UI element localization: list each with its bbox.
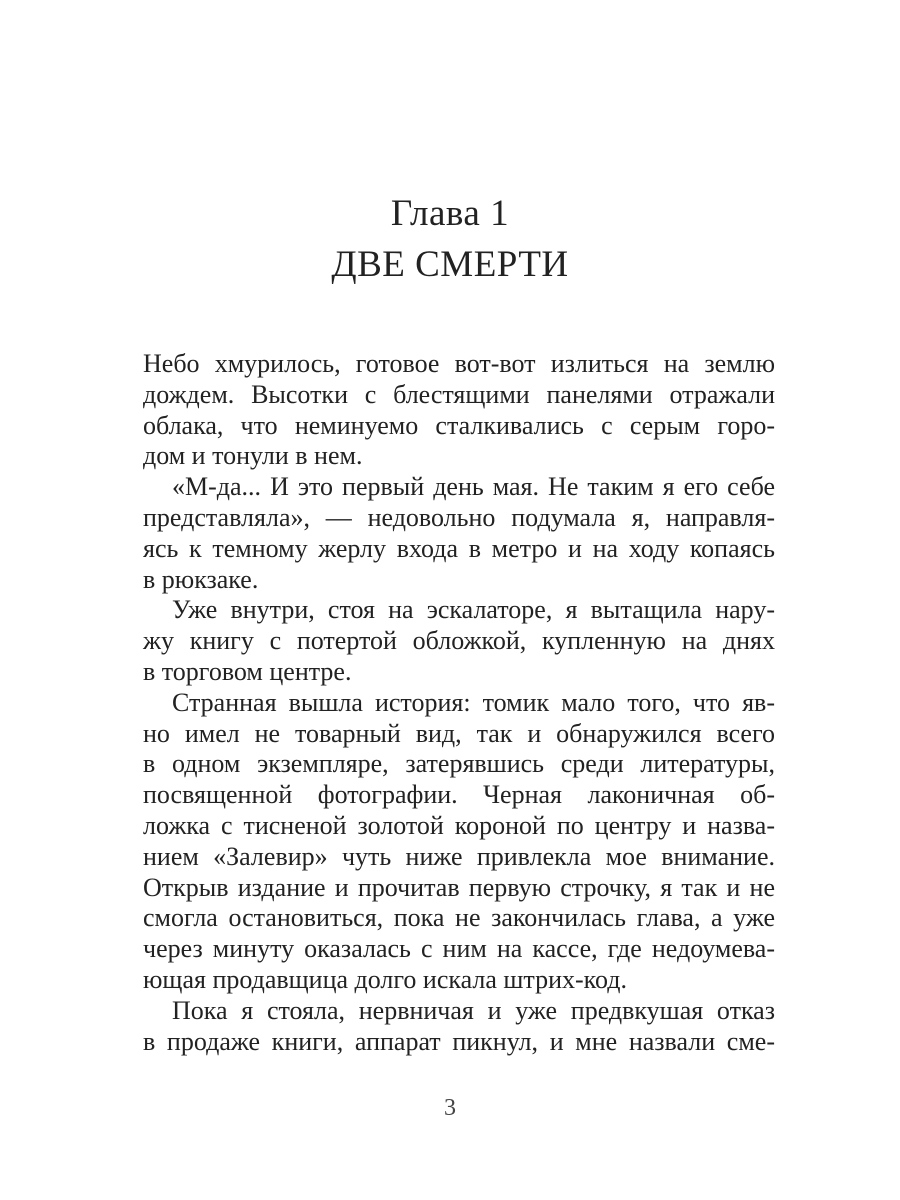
text-line: Странная вышла история: томик мало того, что яв- <box>172 687 775 717</box>
text-line: в продаже книги, аппарат пикнул, и мне назвали сме- <box>143 1026 775 1056</box>
text-line: но имел не товарный вид, так и обнаружился всего <box>143 718 775 748</box>
text-line: ясь к темному жерлу входа в метро и на ходу копаясь <box>143 533 775 563</box>
text-line: представляла», — недовольно подумала я, направля- <box>143 502 775 532</box>
text-line: ложка с тисненой золотой короной по центру и назва- <box>143 810 775 840</box>
text-line: дом и тонули в нем. <box>143 441 363 471</box>
text-line: Уже внутри, стоя на эскалаторе, я вытащила нару- <box>172 595 775 625</box>
text-line: в торговом центре. <box>143 656 352 686</box>
chapter-title: ДВЕ СМЕРТИ <box>331 244 569 285</box>
text-line: в одном экземпляре, затерявшись среди литературы, <box>143 749 775 779</box>
text-line: Пока я стояла, нервничая и уже предвкушая отказ <box>172 995 775 1025</box>
page-number: 3 <box>444 1095 456 1121</box>
text-line: через минуту оказалась с ним на кассе, где недоумева- <box>143 934 775 964</box>
text-line: посвященной фотографии. Черная лаконичная об- <box>143 780 775 810</box>
chapter-label: Глава 1 <box>390 193 510 234</box>
body-text <box>143 349 775 1057</box>
text-line: в рюкзаке. <box>143 564 259 594</box>
text-line: облака, что неминуемо сталкивались с серым горо- <box>143 410 775 440</box>
text-line: нием «Залевир» чуть ниже привлекла мое внимание. <box>143 841 775 871</box>
text-line: Открыв издание и прочитав первую строчку, я так и не <box>143 872 775 902</box>
text-line: ющая продавщица долго искала штрих-код. <box>143 964 627 994</box>
text-line: смогла остановиться, пока не закончилась глава, а уже <box>143 903 775 933</box>
text-line: «М-да... И это первый день мая. Не таким я его себе <box>172 472 775 502</box>
text-line: жу книгу с потертой обложкой, купленную на днях <box>143 626 775 656</box>
text-line: дождем. Высотки с блестящими панелями отражали <box>143 379 775 409</box>
text-line: Небо хмурилось, готовое вот-вот излиться на землю <box>143 349 775 378</box>
